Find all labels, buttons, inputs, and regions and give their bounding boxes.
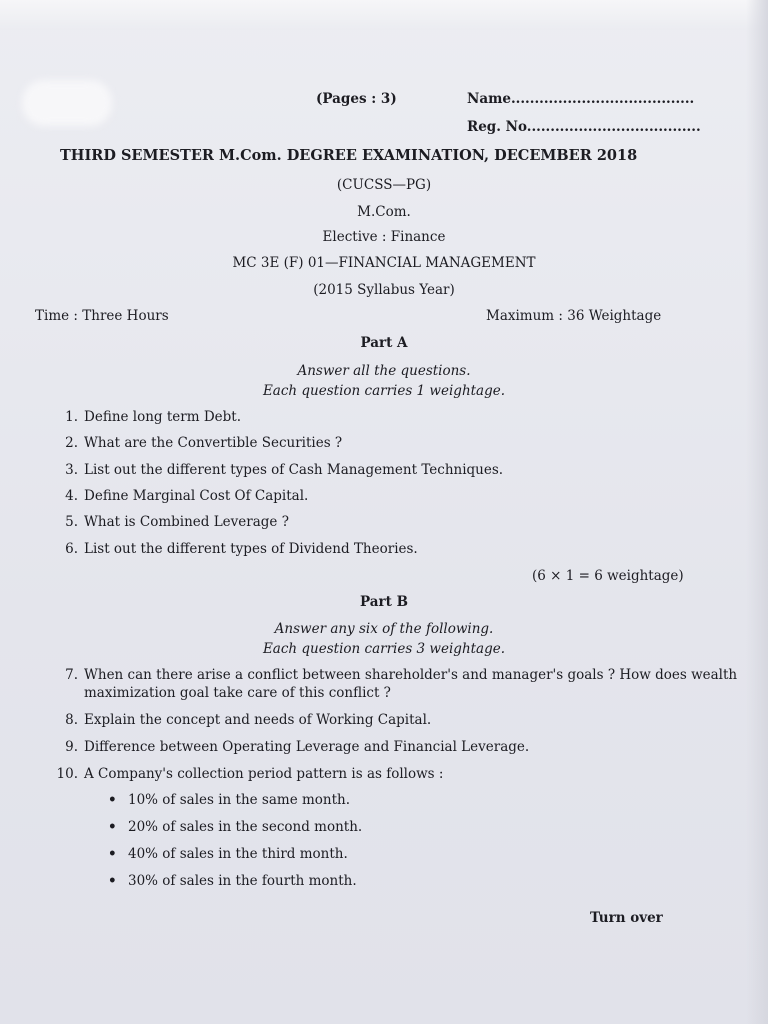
list-item-text: 30% of sales in the fourth month. [128,873,357,889]
exam-maximum: Maximum : 36 Weightage [486,308,662,324]
question-text: List out the different types of Cash Management Techniques. [84,462,504,478]
list-item [108,792,350,808]
list-item-text: 40% of sales in the third month. [128,846,348,862]
question-number: 7. [65,667,78,683]
question-text: Difference between Operating Leverage and Financial Leverage. [84,739,530,755]
name-field-label: Name....................................... [467,91,695,107]
question-number: 9. [65,739,78,755]
question-6 [48,541,418,557]
scan-smudge [22,80,112,126]
question-3 [48,462,503,478]
question-number: 5. [65,514,78,530]
paper-title: MC 3E (F) 01—FINANCIAL MANAGEMENT [232,255,536,271]
list-item [108,846,348,862]
question-4 [48,488,308,504]
reg-no-field-label: Reg. No..................................... [467,119,701,135]
question-number: 8. [65,712,78,728]
part-a-heading: Part A [360,335,408,351]
part-a-instruction-1: Answer all the questions. [297,363,471,379]
question-7 [48,667,737,683]
list-item [108,873,357,889]
question-number: 3. [65,462,78,478]
question-10 [48,766,443,782]
part-a-instruction-2: Each question carries 1 weightage. [262,383,506,399]
question-2 [48,435,342,451]
list-item-text: 10% of sales in the same month. [128,792,351,808]
exam-elective: Elective : Finance [322,229,446,245]
exam-title: THIRD SEMESTER M.Com. DEGREE EXAMINATION, DECEMBER 2018 [60,147,638,164]
part-b-heading: Part B [360,594,408,610]
part-a-total: (6 × 1 = 6 weightage) [532,568,684,584]
bullet-icon: • [108,846,117,862]
list-item [108,819,362,835]
question-number: 1. [65,409,78,425]
question-text: What is Combined Leverage ? [84,514,289,530]
question-text: What are the Convertible Securities ? [84,435,343,451]
question-1 [48,409,241,425]
scan-right-shadow [746,0,768,1024]
bullet-icon: • [108,792,117,808]
syllabus-year: (2015 Syllabus Year) [313,282,455,298]
question-7-continued: maximization goal take care of this conflict ? [84,685,391,701]
pages-count: (Pages : 3) [316,91,397,107]
question-number: 10. [56,766,78,782]
scan-top-edge [0,0,768,30]
question-number: 2. [65,435,78,451]
question-text: Define long term Debt. [84,409,241,425]
bullet-icon: • [108,819,117,835]
question-9 [48,739,529,755]
exam-time: Time : Three Hours [35,308,169,324]
question-text: Explain the concept and needs of Working Capital. [84,712,432,728]
question-text: When can there arise a conflict between shareholder's and manager's goals ? How does wealth [84,667,738,683]
exam-programme: M.Com. [357,204,411,220]
part-b-instruction-1: Answer any six of the following. [274,621,494,637]
question-text: Define Marginal Cost Of Capital. [84,488,309,504]
part-b-instruction-2: Each question carries 3 weightage. [262,641,506,657]
turn-over-note: Turn over [590,910,663,926]
question-text: A Company's collection period pattern is as follows : [84,766,444,782]
question-text: List out the different types of Dividend Theories. [84,541,418,557]
bullet-icon: • [108,873,117,889]
list-item-text: 20% of sales in the second month. [128,819,363,835]
question-number: 4. [65,488,78,504]
exam-scheme: (CUCSS—PG) [336,177,432,193]
question-5 [48,514,289,530]
question-8 [48,712,431,728]
question-number: 6. [65,541,78,557]
